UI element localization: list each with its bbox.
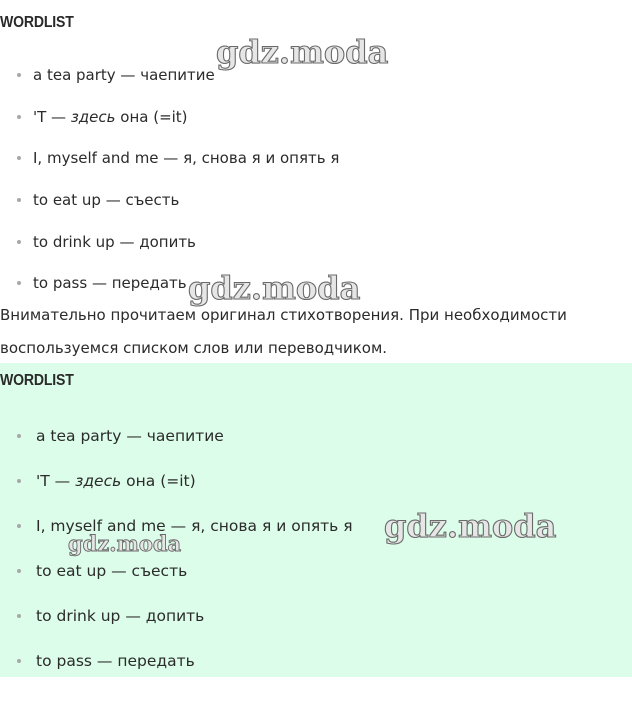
list-item-text: to drink up — допить bbox=[33, 233, 196, 251]
bullet-icon bbox=[17, 434, 21, 438]
list-item-text: to pass — передать bbox=[36, 652, 195, 670]
bullet-icon bbox=[17, 73, 21, 77]
bullet-icon bbox=[17, 115, 21, 119]
bullet-icon bbox=[17, 659, 21, 663]
instruction-line: воспользуемся списком слов или переводчиком. bbox=[0, 339, 388, 357]
list-item-text: a tea party — чаепитие bbox=[36, 427, 224, 445]
list-item-text: to eat up — съесть bbox=[36, 562, 188, 580]
list-item-text: a tea party — чаепитие bbox=[33, 66, 215, 84]
italic-word: здесь bbox=[70, 108, 116, 126]
list-item-text: 'T — здесь она (=it) bbox=[33, 108, 188, 126]
bullet-icon bbox=[17, 569, 21, 573]
list-item-text: to pass — передать bbox=[33, 274, 187, 292]
watermark-logo: gdz.moda bbox=[188, 269, 361, 307]
watermark-logo: gdz.moda bbox=[216, 33, 389, 71]
list-item-text: I, myself and me — я, снова я и опять я bbox=[33, 149, 340, 167]
bullet-icon bbox=[17, 198, 21, 202]
instruction-line: Внимательно прочитаем оригинал стихотворения. При необходимости bbox=[0, 306, 567, 324]
bullet-icon bbox=[17, 479, 21, 483]
watermark-logo: gdz.moda bbox=[384, 507, 557, 545]
bullet-icon bbox=[17, 614, 21, 618]
italic-word: здесь bbox=[75, 472, 122, 490]
bullet-icon bbox=[17, 524, 21, 528]
wordlist-heading: WORDLIST bbox=[0, 14, 74, 31]
list-item-text: to drink up — допить bbox=[36, 607, 205, 625]
wordlist-heading: WORDLIST bbox=[0, 372, 74, 389]
bullet-icon bbox=[17, 156, 21, 160]
bullet-icon bbox=[17, 240, 21, 244]
bullet-icon bbox=[17, 281, 21, 285]
watermark-logo: gdz.moda bbox=[68, 531, 182, 556]
list-item-text: 'T — здесь она (=it) bbox=[36, 472, 196, 490]
list-item-text: to eat up — съесть bbox=[33, 191, 180, 209]
list-item-text: I, myself and me — я, снова я и опять я bbox=[36, 517, 353, 535]
